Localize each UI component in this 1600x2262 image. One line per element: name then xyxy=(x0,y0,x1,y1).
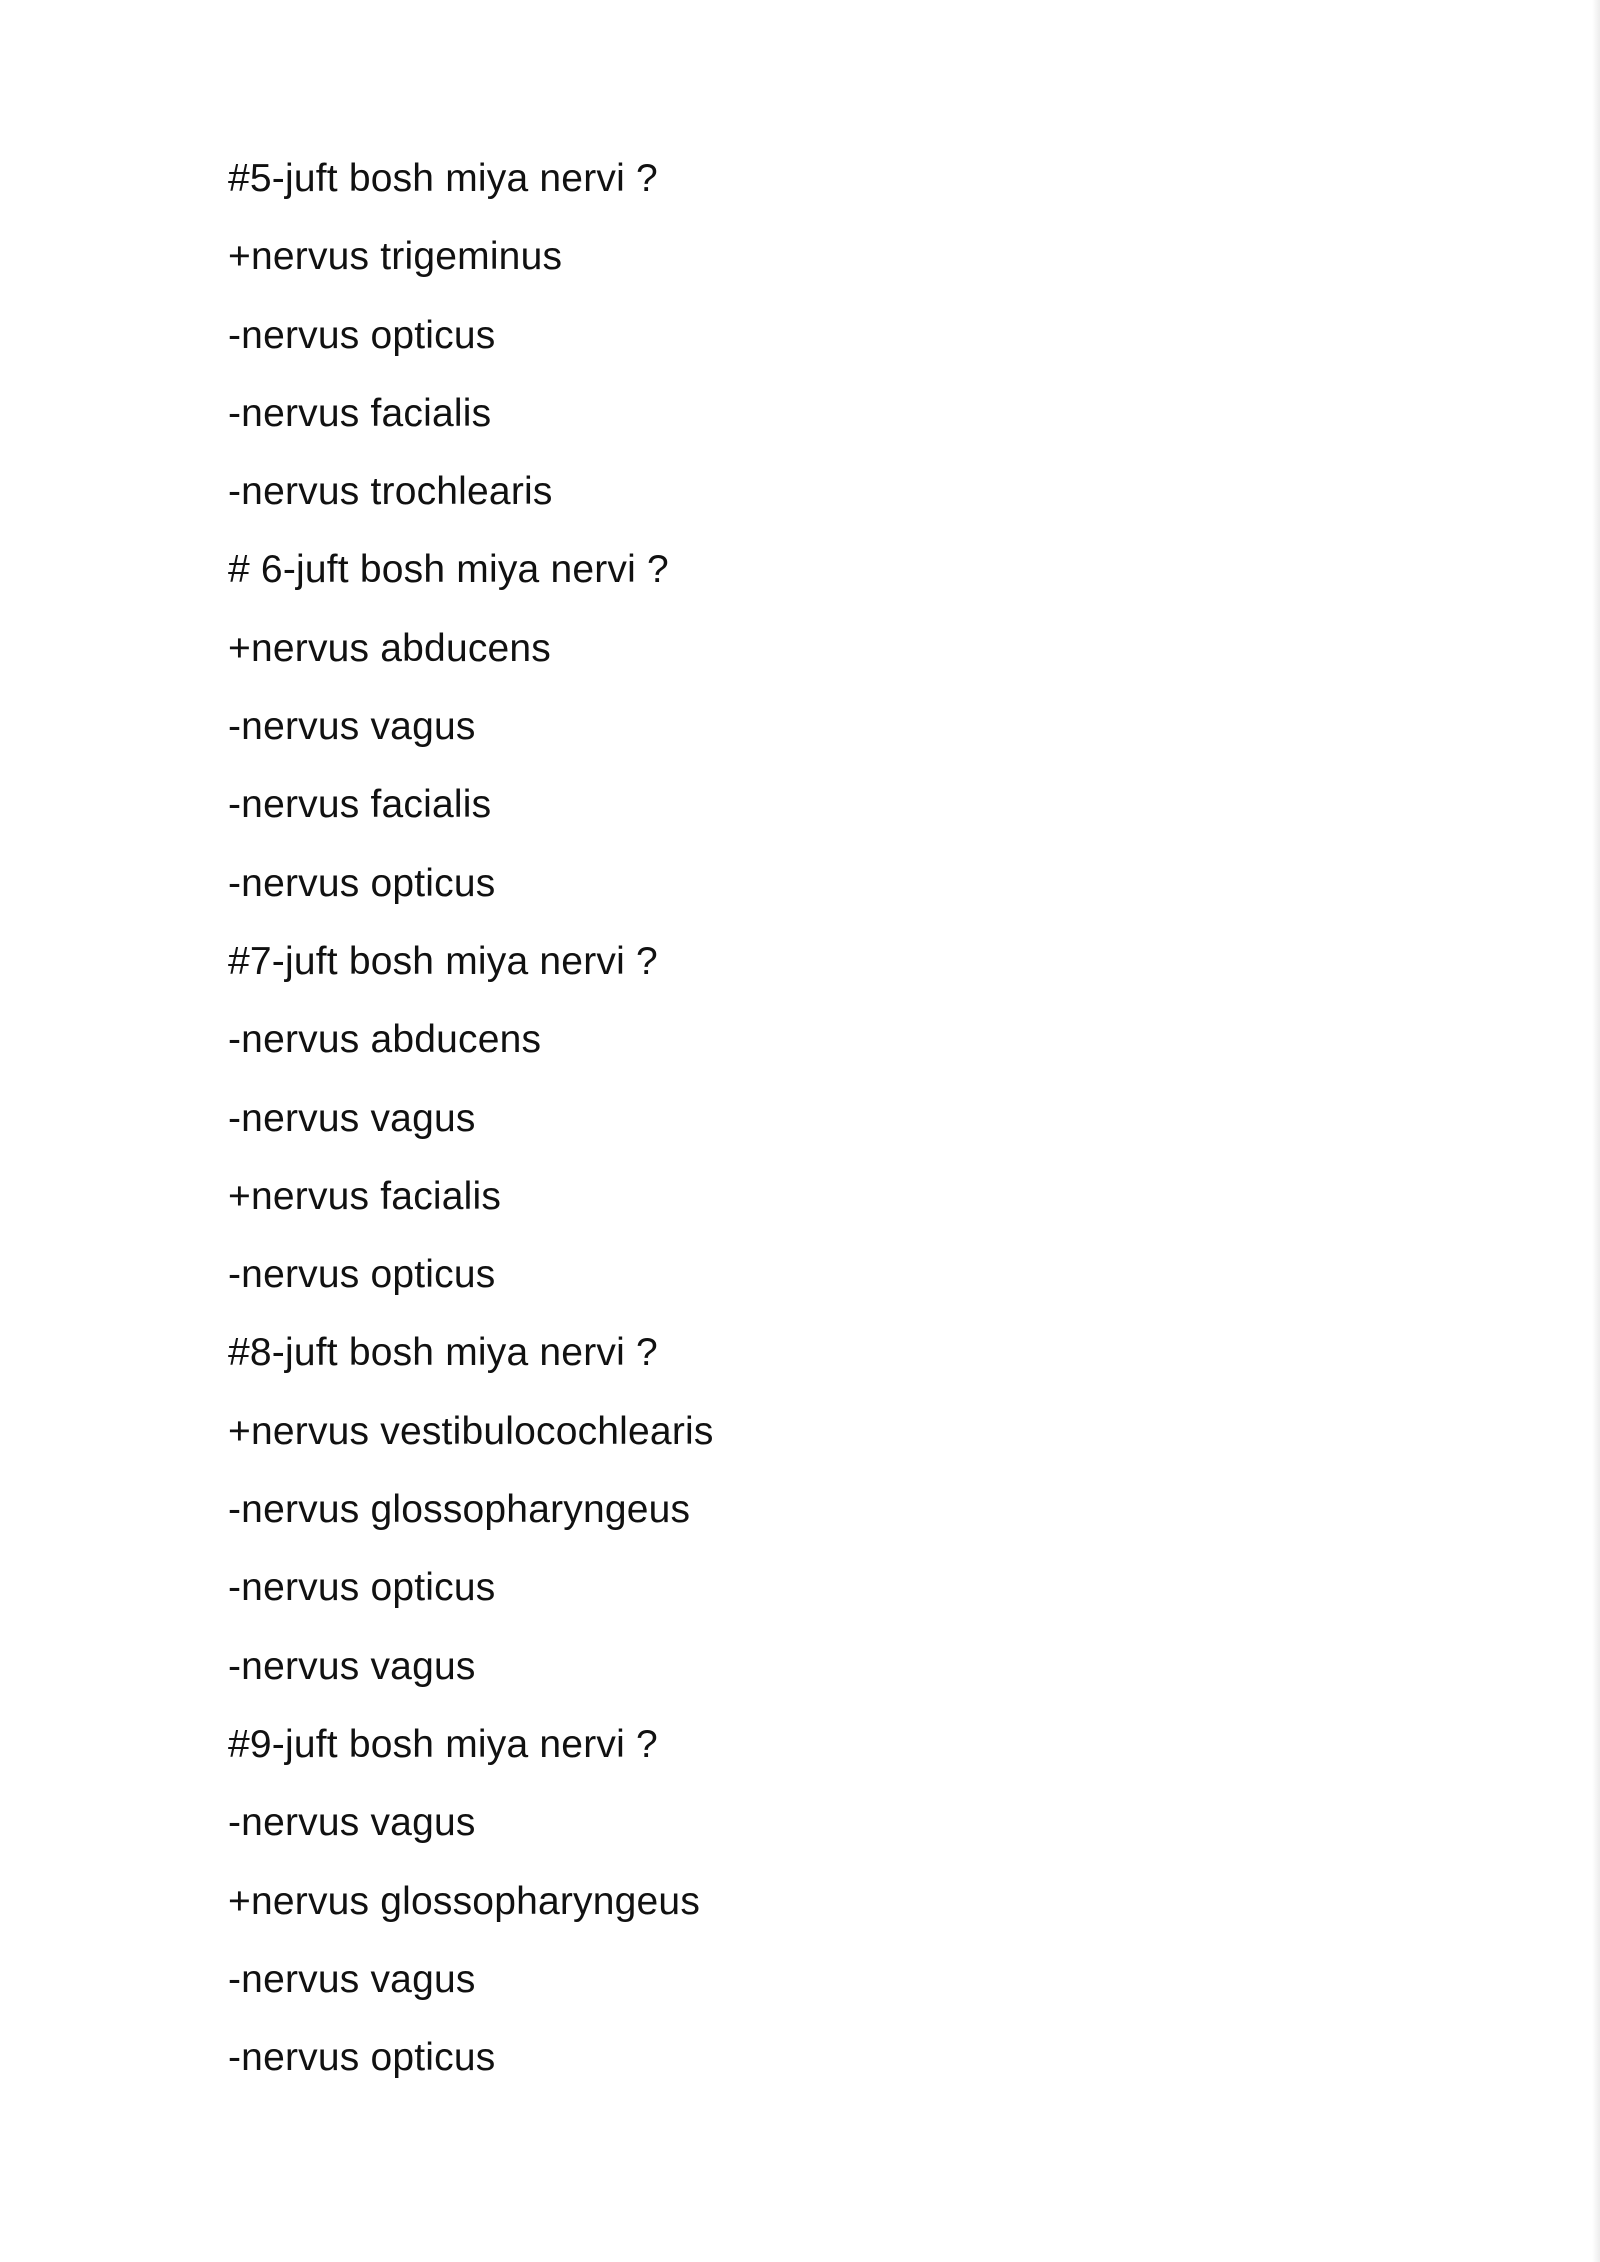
answer-line: -nervus abducens xyxy=(228,1018,542,1062)
answer-line: -nervus trochlearis xyxy=(228,470,553,514)
answer-line: -nervus opticus xyxy=(228,1253,496,1297)
answer-line: -nervus vagus xyxy=(228,1096,476,1140)
answer-line: -nervus glossopharyngeus xyxy=(228,1488,691,1532)
answer-line: +nervus abducens xyxy=(228,626,552,670)
answer-line: +nervus trigeminus xyxy=(228,235,563,279)
answer-line: -nervus facialis xyxy=(228,391,492,435)
answer-line: -nervus opticus xyxy=(228,313,496,357)
question-line: # 6-juft bosh miya nervi ? xyxy=(228,548,669,592)
answer-line: -nervus facialis xyxy=(228,783,492,827)
answer-line: +nervus glossopharyngeus xyxy=(228,1879,701,1923)
answer-line: +nervus facialis xyxy=(228,1174,502,1218)
answer-line: -nervus opticus xyxy=(228,1566,496,1610)
answer-line: -nervus vagus xyxy=(228,1957,476,2001)
answer-line: -nervus vagus xyxy=(228,1801,476,1845)
question-line: #9-juft bosh miya nervi ? xyxy=(228,1722,658,1766)
question-list xyxy=(228,150,1428,2107)
answer-line: -nervus opticus xyxy=(228,861,496,905)
answer-line: -nervus vagus xyxy=(228,1644,476,1688)
page-edge xyxy=(1592,0,1600,2262)
answer-line: +nervus vestibulocochlearis xyxy=(228,1409,714,1453)
question-line: #8-juft bosh miya nervi ? xyxy=(228,1331,658,1375)
answer-line: -nervus vagus xyxy=(228,705,476,749)
question-line: #7-juft bosh miya nervi ? xyxy=(228,939,658,983)
answer-line: -nervus opticus xyxy=(228,2036,496,2080)
question-line: #5-juft bosh miya nervi ? xyxy=(228,157,658,200)
